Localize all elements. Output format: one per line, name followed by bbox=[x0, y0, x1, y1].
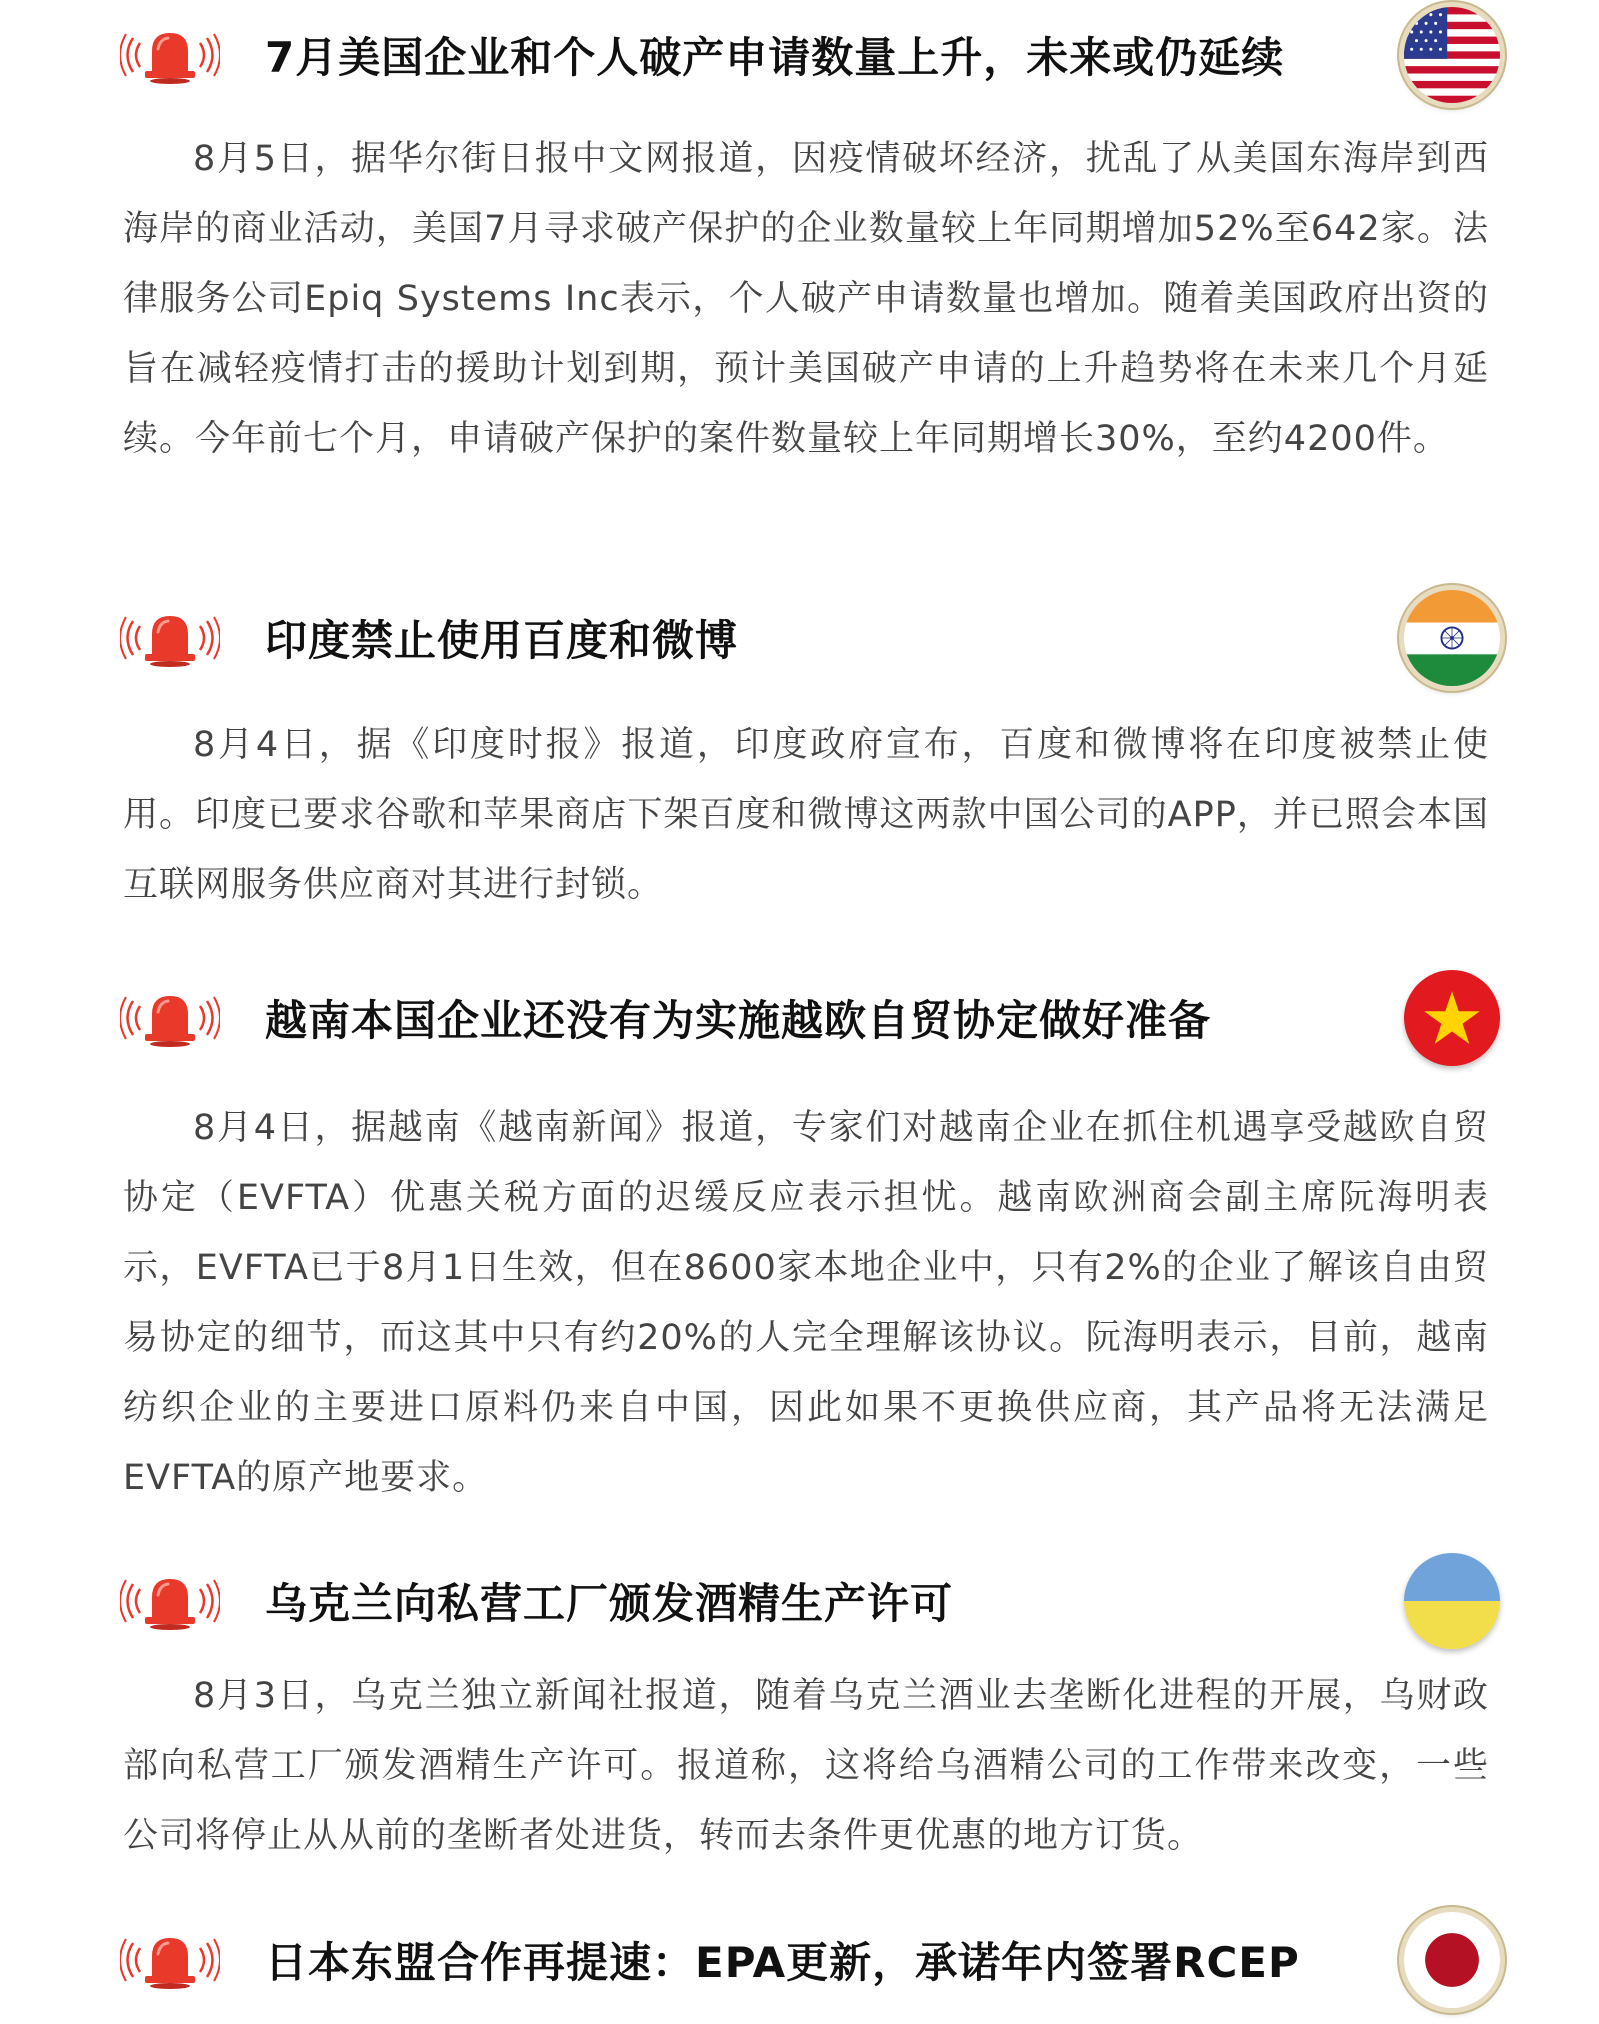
article-body: 8月3日，乌克兰独立新闻社报道，随着乌克兰酒业去垄断化进程的开展，乌财政部向私营工厂颁发酒精生产许可。报道称，这将给乌酒精公司的工作带来改变，一些公司将停止从从前的垄断者处进货，转而去条件更优惠的地方订货。 bbox=[123, 1676, 1489, 1856]
article-title: 印度禁止使用百度和微博 bbox=[265, 616, 739, 665]
article-title: 日本东盟合作再提速：EPA更新，承诺年内签署RCEP bbox=[265, 1938, 1300, 1987]
vietnam-flag-icon bbox=[1404, 970, 1500, 1066]
article-header bbox=[120, 583, 1500, 693]
article-body: 8月4日，据《印度时报》报道，印度政府宣布，百度和微博将在印度被禁止使用。印度已要求谷歌和苹果商店下架百度和微博这两款中国公司的APP，并已照会本国互联网服务供应商对其进行封锁。 bbox=[123, 725, 1489, 905]
alarm-bell-icon bbox=[120, 1571, 220, 1631]
usa-flag-icon bbox=[1404, 7, 1500, 103]
alarm-bell-icon bbox=[120, 608, 220, 668]
article-header bbox=[120, 963, 1500, 1073]
article-header bbox=[120, 0, 1500, 110]
article-title: 乌克兰向私营工厂颁发酒精生产许可 bbox=[265, 1579, 954, 1628]
alarm-bell-icon bbox=[120, 988, 220, 1048]
alarm-bell-icon bbox=[120, 1930, 220, 1990]
article-title: 7月美国企业和个人破产申请数量上升，未来或仍延续 bbox=[265, 33, 1285, 82]
article-title: 越南本国企业还没有为实施越欧自贸协定做好准备 bbox=[265, 996, 1212, 1045]
article-header bbox=[120, 1905, 1500, 2015]
alarm-bell-icon bbox=[120, 25, 220, 85]
article-header bbox=[120, 1546, 1500, 1656]
article-body: 8月5日，据华尔街日报中文网报道，因疫情破坏经济，扰乱了从美国东海岸到西海岸的商业活动，美国7月寻求破产保护的企业数量较上年同期增加52%至642家。法律服务公司Epiq Systems Inc表示，个人破产申请数量也增加。随着美国政府出资的旨在减轻疫情打击的援助计划到期，预计美国破产申请的上升趋势将在未来几个月延续。今年前七个月，申请破产保护的案件数量较上年同期增长30%，至约4200件。 bbox=[123, 139, 1489, 459]
japan-flag-icon bbox=[1404, 1912, 1500, 2008]
article-body: 8月4日，据越南《越南新闻》报道，专家们对越南企业在抓住机遇享受越欧自贸协定（EVFTA）优惠关税方面的迟缓反应表示担忧。越南欧洲商会副主席阮海明表示，EVFTA已于8月1日生效，但在8600家本地企业中，只有2%的企业了解该自由贸易协定的细节，而这其中只有约20%的人完全理解该协议。阮海明表示，目前，越南纺织企业的主要进口原料仍来自中国，因此如果不更换供应商，其产品将无法满足EVFTA的原产地要求。 bbox=[123, 1108, 1489, 1498]
ukraine-flag-icon bbox=[1404, 1553, 1500, 1649]
india-flag-icon bbox=[1404, 590, 1500, 686]
